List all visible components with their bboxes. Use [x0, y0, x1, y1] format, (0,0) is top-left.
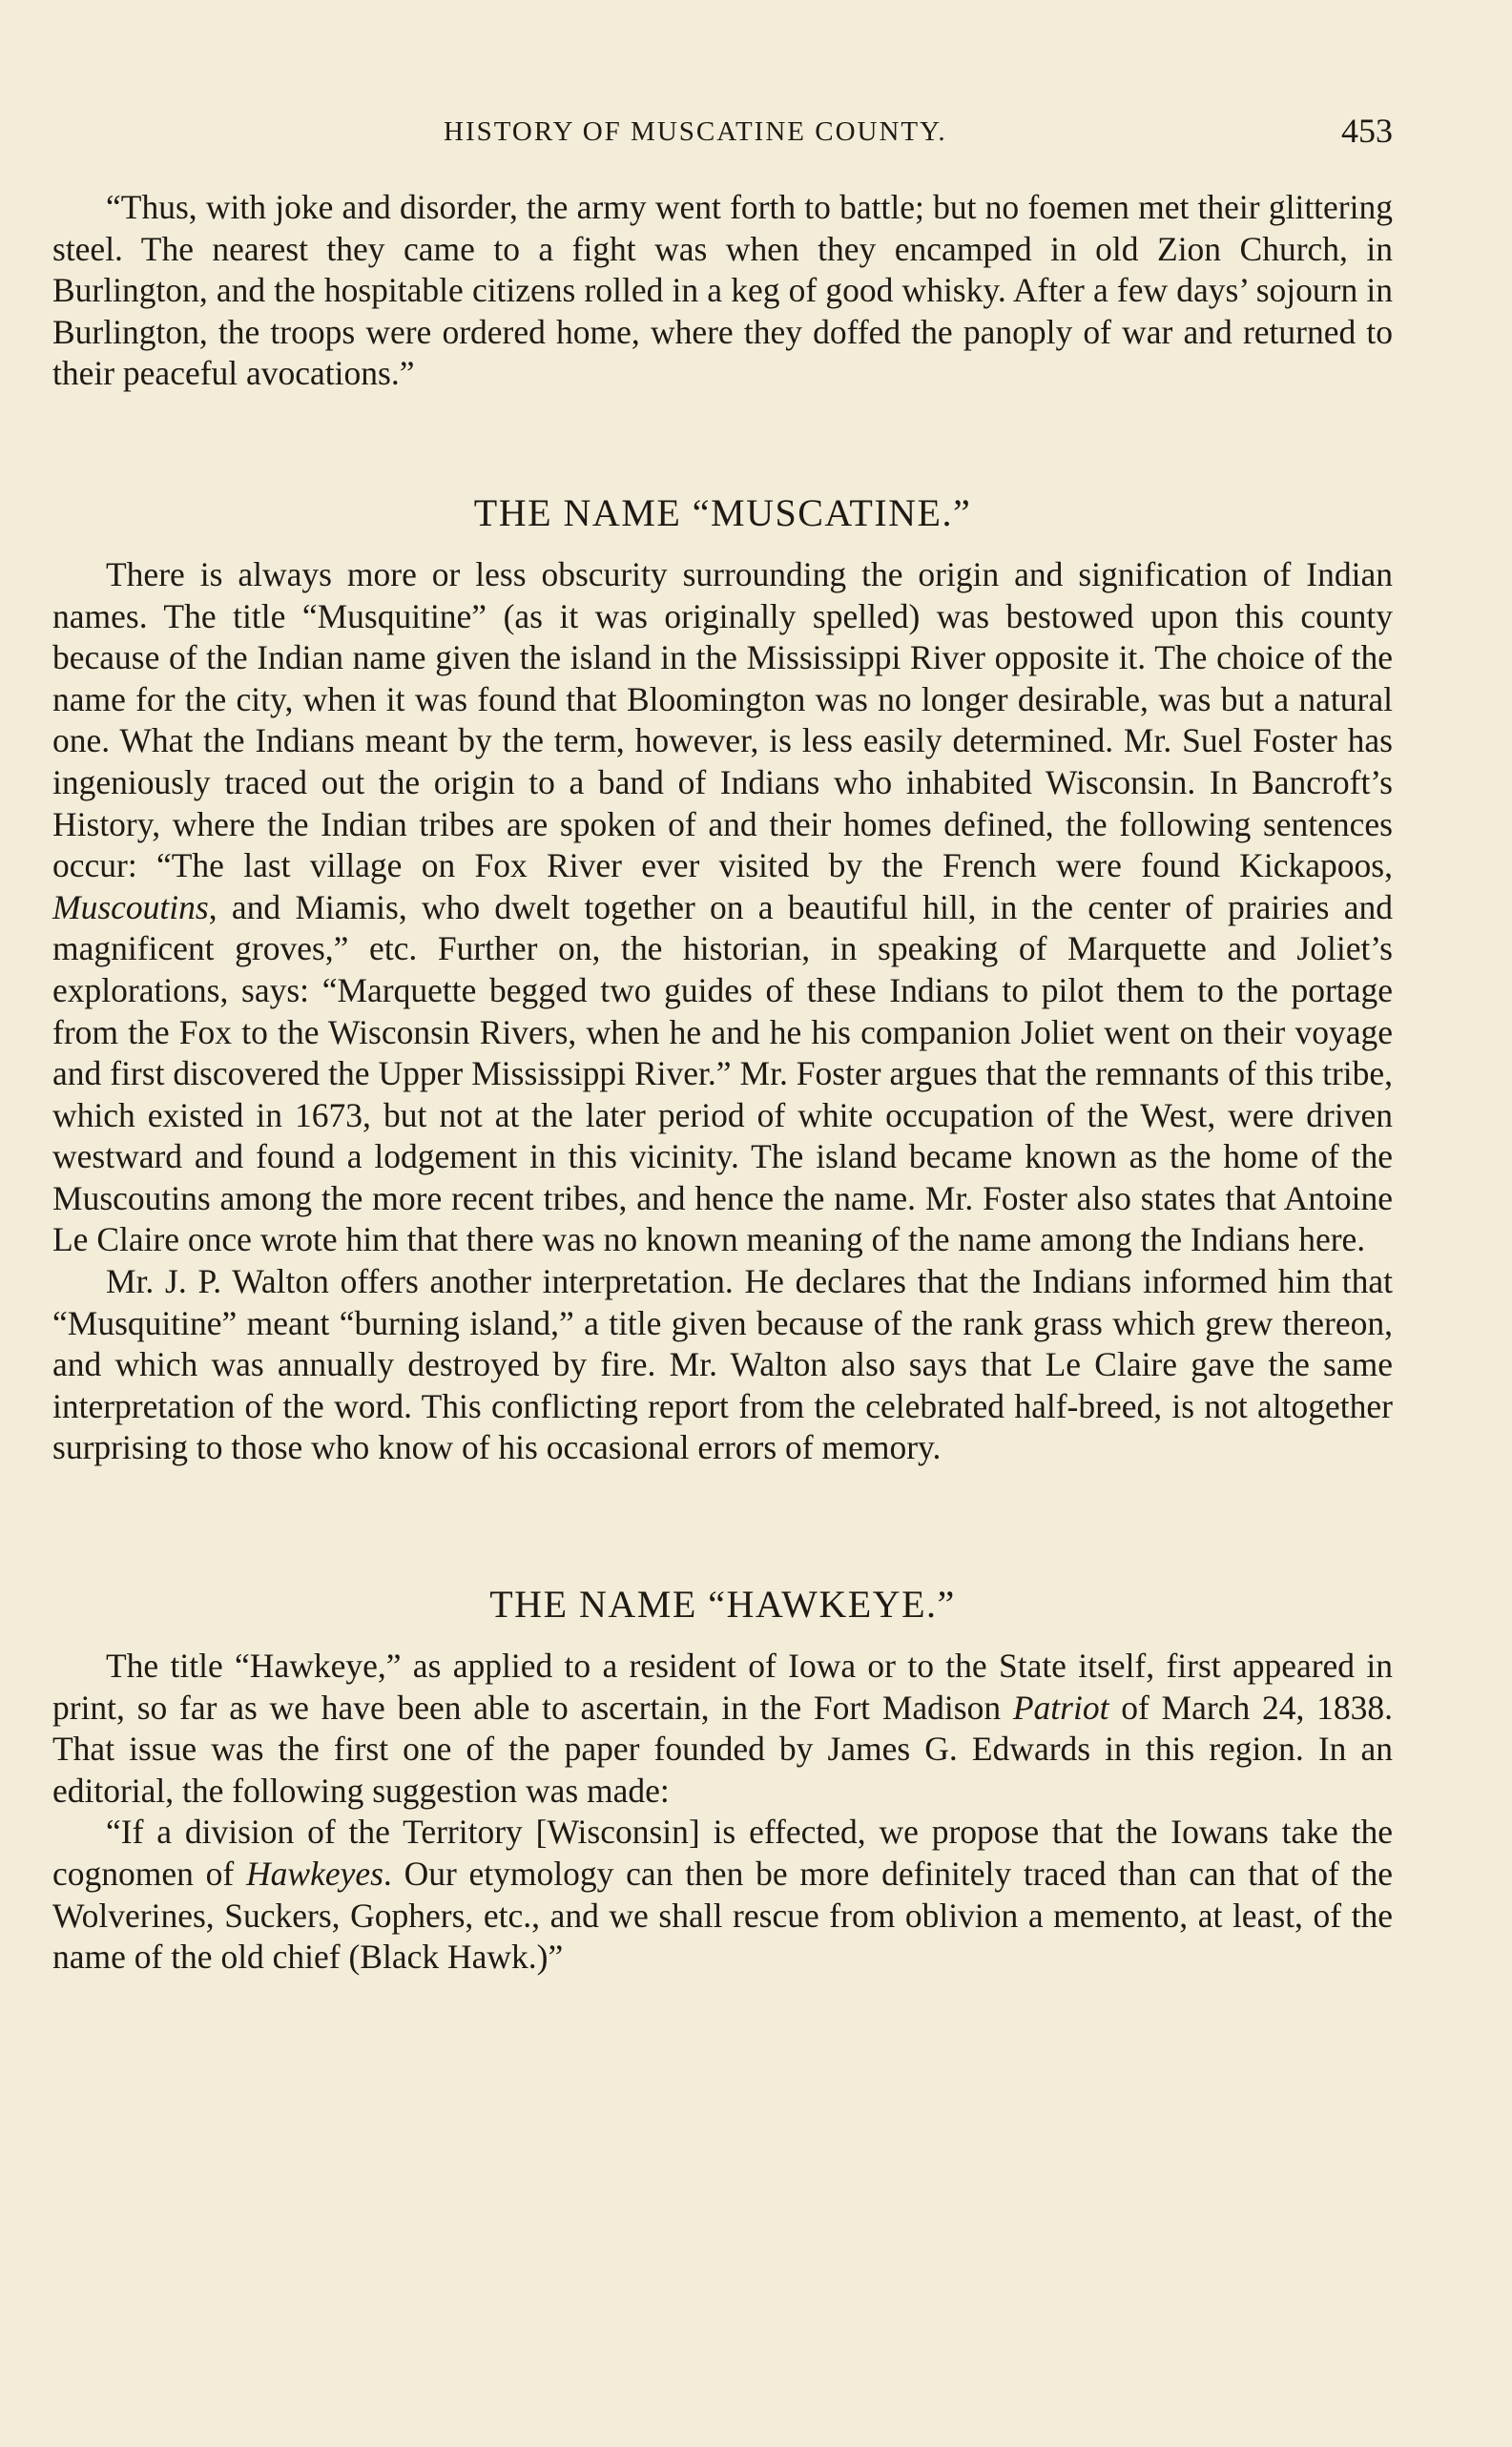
running-head	[52, 105, 1393, 158]
hawkeye-quote-italic: Hawkeyes	[246, 1855, 383, 1893]
muscatine-paragraph-1	[52, 554, 1393, 1261]
hawkeye-quote-paragraph	[52, 1812, 1393, 1978]
muscatine-paragraph-1-text-b: , and Miamis, who dwelt together on a beautiful hill, in the center of prairies and magnificent groves,” etc. Further on, the historian, in speaking of Marquette and Joliet’s explorations, says: “Marquette begged two guides of these Indians to pilot them to the portage from the Fox to the Wisconsin Rivers, when he and he his companion Joliet went on their voyage and first discovered the Upper Mississippi River.” Mr. Foster argues that the remnants of this tribe, which existed in 1673, but not at the later period of white occupation of the West, were driven westward and found a lodgement in this vicinity. The island became known as the home of the Muscoutins among the more recent tribes, and hence the name. Mr. Foster also states that Antoine Le Claire once wrote him that there was no known meaning of the name among the Indians here.	[52, 887, 1393, 1259]
hawkeye-paragraph-1-italic: Patriot	[1012, 1688, 1109, 1727]
muscatine-paragraph-1-italic: Muscoutins	[52, 887, 209, 926]
page-number: 453	[1341, 112, 1393, 150]
hawkeye-paragraph-1-text-a: The title “Hawkeye,” as applied to a resident of Iowa or to the State itself, first appeared in print, so far as we have been able to ascertain, in the Fort Madison	[52, 1647, 1393, 1727]
hawkeye-quote-text-b: . Our etymology can then be more definitely traced than can that of the Wolverines, Suckers, Gophers, etc., and we shall rescue from oblivion a memento, at least, of the name of the old chief (Black Hawk.)”	[52, 1855, 1394, 1977]
running-title: HISTORY OF MUSCATINE COUNTY.	[444, 116, 947, 147]
hawkeye-paragraph-1-text-b: of March 24, 1838. That issue was the first one of the paper founded by James G. Edwards in this region. In an editorial, the following suggestion was made:	[52, 1688, 1393, 1810]
book-page	[52, 105, 1393, 1979]
intro-paragraph: “Thus, with joke and disorder, the army went forth to battle; but no foemen met their glittering steel. The nearest they came to a fight was when they encamped in old Zion Church, in Burlington, and the hospitable citizens rolled in a keg of good whisky. After a few days’ sojourn in Burlington, the troops were ordered home, where they doffed the panoply of war and returned to their peaceful avocations.”	[52, 188, 1393, 393]
section-heading-hawkeye: THE NAME “HAWKEYE.”	[489, 1583, 956, 1627]
section-heading-muscatine: THE NAME “MUSCATINE.”	[473, 490, 972, 534]
hawkeye-paragraph-1	[52, 1646, 1393, 1812]
muscatine-paragraph-2: Mr. J. P. Walton offers another interpretation. He declares that the Indians informed him that “Musquitine” meant “burning island,” a title given because of the rank grass which grew thereon, and which was annually destroyed by fire. Mr. Walton also says that Le Claire gave the same interpretation of the word. This conflicting report from the celebrated half-breed, is not altogether surprising to those who know of his occasional errors of memory.	[52, 1262, 1393, 1467]
hawkeye-quote-text-a: “If a division of the Territory [Wisconsin] is effected, we propose that the Iowans take the cognomen of	[52, 1813, 1393, 1893]
muscatine-paragraph-1-text-a: There is always more or less obscurity surrounding the origin and signification of Indian names. The title “Musquitine” (as it was originally spelled) was bestowed upon this county because of the Indian name given the island in the Mississippi River opposite it. The choice of the name for the city, when it was found that Bloomington was no longer desirable, was but a natural one. What the Indians meant by the term, however, is less easily determined. Mr. Suel Foster has ingeniously traced out the origin to a band of Indians who inhabited Wisconsin. In Bancroft’s History, where the Indian tribes are spoken of and their homes defined, the following sentences occur: “The last village on Fox River ever visited by the French were found Kickapoos,	[52, 554, 1393, 885]
